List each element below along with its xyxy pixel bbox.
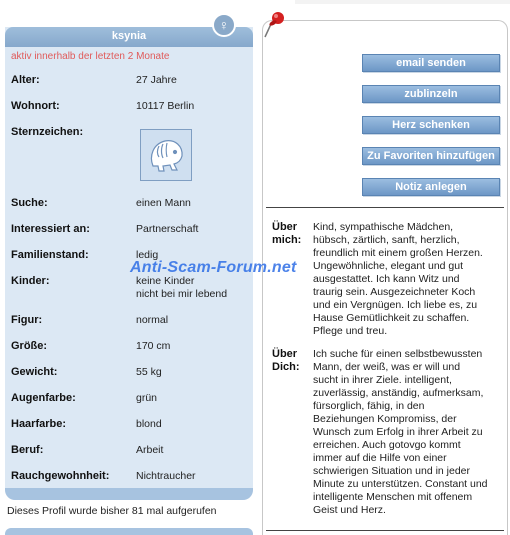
label-interessiert: Interessiert an:: [11, 223, 90, 235]
label-gewicht: Gewicht:: [11, 366, 58, 378]
section-divider: [266, 207, 504, 208]
value-haarfarbe: blond: [136, 418, 162, 430]
section-divider-bottom: [266, 530, 504, 531]
add-note-button[interactable]: Notiz anlegen: [362, 178, 500, 196]
wink-button[interactable]: zublinzeln: [362, 85, 500, 103]
about-me-line: ausgestattet. Ich kann Witz und: [313, 273, 460, 285]
activity-status: aktiv innerhalb der letzten 2 Monate: [11, 51, 170, 62]
about-me-line: Ungewöhnliche, elegant und gut: [313, 260, 464, 272]
label-groesse: Größe:: [11, 340, 48, 352]
about-me-line: traurig sein. Ausgezeichneter Koch: [313, 286, 476, 298]
about-you-line: schwierigen Situation und in jeder: [313, 465, 471, 477]
about-me-line: freundlich mit einem großen Herzen.: [313, 247, 483, 259]
leo-zodiac-icon: [140, 129, 192, 181]
about-me-line: und ein Vergnügen. Ich liebe es, zu: [313, 299, 478, 311]
label-rauchgewohnheit: Rauchgewohnheit:: [11, 470, 110, 482]
about-you-line: fürsorglich, fähig, in den: [313, 400, 425, 412]
about-me-line: Pflege und treu.: [313, 325, 388, 337]
profile-panel-footer: [5, 488, 253, 500]
watermark: Anti-Scam-Forum.net: [130, 259, 297, 276]
label-suche: Suche:: [11, 197, 48, 209]
value-wohnort: 10117 Berlin: [136, 100, 195, 112]
about-you-text: [313, 348, 501, 517]
about-me-line: Kind, sympathische Mädchen,: [313, 221, 454, 233]
value-rauchgewohnheit: Nichtraucher: [136, 470, 196, 482]
about-me-label-1: Über: [272, 221, 298, 233]
give-heart-button[interactable]: Herz schenken: [362, 116, 500, 134]
value-kinder-line2: nicht bei mir lebend: [136, 288, 228, 300]
about-me-line: hübsch, zärtlich, sanft, herzlich,: [313, 234, 460, 246]
top-bar: [295, 0, 510, 4]
about-you-line: Minute zu unterstützen. Constant und: [313, 478, 488, 490]
about-you-line: Ich suche für einen selbstbewussten: [313, 348, 483, 360]
value-kinder-line1: keine Kinder: [136, 275, 195, 287]
about-you-line: zuverlässig, anständig, aufmerksam,: [313, 387, 484, 399]
label-kinder: Kinder:: [11, 275, 50, 287]
about-you-line: intelligente Menschen mit offenem: [313, 491, 473, 503]
about-you-line: erreichen. Auch gotovgo kommt: [313, 439, 461, 451]
label-alter: Alter:: [11, 74, 40, 86]
about-you-label-1: Über: [272, 348, 298, 360]
label-beruf: Beruf:: [11, 444, 44, 456]
about-me-label-2: mich:: [272, 234, 302, 246]
value-groesse: 170 cm: [136, 340, 171, 352]
about-me-line: Hause Gemütlichkeit zu schaffen.: [313, 312, 470, 324]
about-you-line: Geist und Herz.: [313, 504, 386, 516]
label-augenfarbe: Augenfarbe:: [11, 392, 76, 404]
about-me-text: [313, 221, 501, 338]
next-panel-header: [5, 528, 253, 535]
about-you-line: Mann, der weiß, was er will und: [313, 361, 461, 373]
label-figur: Figur:: [11, 314, 43, 326]
about-you-label-2: Dich:: [272, 361, 300, 373]
about-you-line: Wunsch zum Erfolg in ihrer Arbeit zu: [313, 426, 483, 438]
add-favorite-button[interactable]: Zu Favoriten hinzufügen: [362, 147, 500, 165]
value-suche: einen Mann: [136, 197, 191, 209]
about-you-line: immer auf die Hilfe von einer: [313, 452, 447, 464]
label-familienstand: Familienstand:: [11, 249, 89, 261]
profile-username: ksynia: [111, 30, 147, 42]
label-sternzeichen: Sternzeichen:: [11, 126, 84, 138]
value-alter: 27 Jahre: [136, 74, 177, 86]
view-count: Dieses Profil wurde bisher 81 mal aufgerufen: [7, 505, 217, 517]
female-gender-icon: ♀: [212, 13, 236, 37]
value-gewicht: 55 kg: [136, 366, 162, 378]
value-interessiert: Partnerschaft: [136, 223, 199, 235]
value-figur: normal: [136, 314, 169, 326]
about-you-line: Beziehungen Kompromiss, der: [313, 413, 457, 425]
label-wohnort: Wohnort:: [11, 100, 60, 112]
label-haarfarbe: Haarfarbe:: [11, 418, 67, 430]
value-familienstand: ledig: [136, 249, 159, 261]
push-pin-icon: [262, 10, 290, 40]
email-send-button[interactable]: email senden: [362, 54, 500, 72]
about-you-line: sucht in ihrer Ziele. intelligent,: [313, 374, 452, 386]
value-augenfarbe: grün: [136, 392, 158, 404]
value-beruf: Arbeit: [136, 444, 164, 456]
